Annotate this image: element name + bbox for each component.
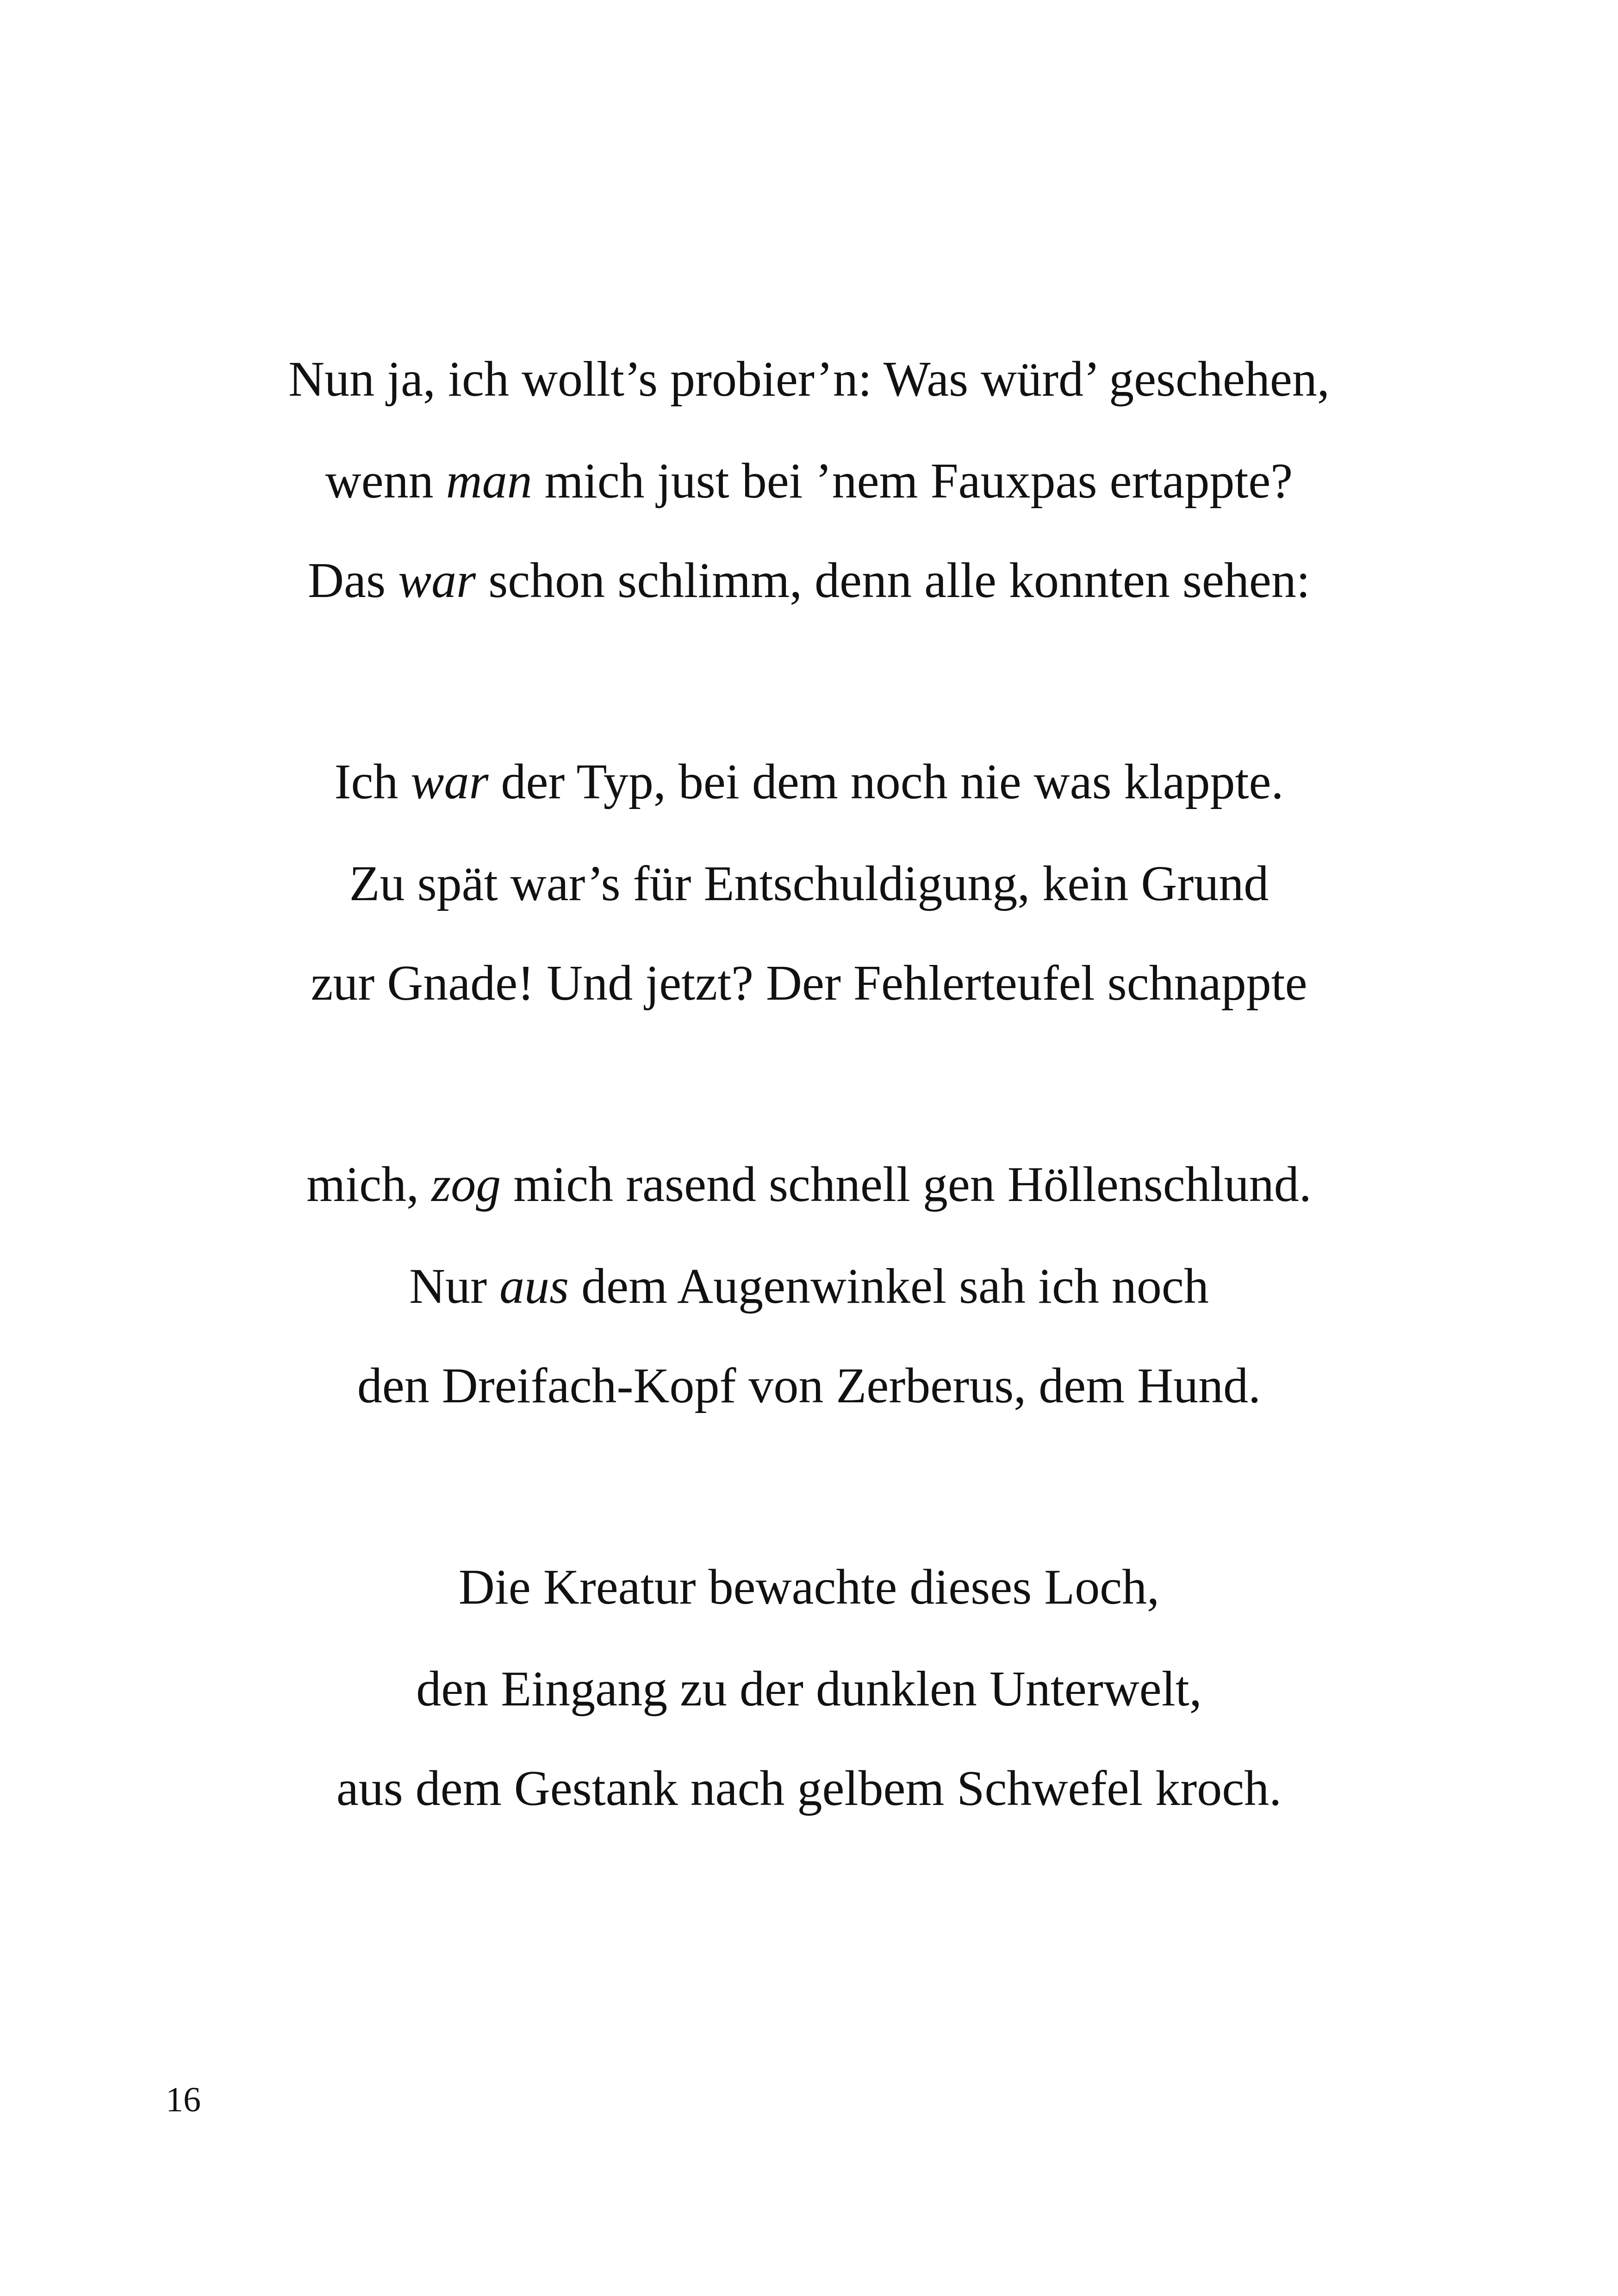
line-text-after: der Typ, bei dem noch nie was klappte. bbox=[488, 754, 1284, 809]
line-emphasis: war bbox=[398, 553, 476, 608]
line-text: Nun ja, ich wollt’s probier’n: Was würd’ geschehen, bbox=[288, 352, 1330, 407]
line-text-after: mich rasend schnell gen Höllenschlund. bbox=[501, 1157, 1312, 1212]
poem-line bbox=[0, 1759, 1618, 1819]
line-text: Die Kreatur bewachte dieses Loch, bbox=[458, 1560, 1160, 1615]
line-text-after: schon schlimm, denn alle konnten sehen: bbox=[476, 553, 1310, 608]
line-emphasis: man bbox=[446, 454, 532, 509]
line-text: aus dem Gestank nach gelbem Schwefel kroch. bbox=[336, 1761, 1282, 1816]
poem-line bbox=[0, 1155, 1618, 1215]
poem-line bbox=[0, 451, 1618, 511]
line-text: zur Gnade! Und jetzt? Der Fehlerteufel schnappte bbox=[311, 956, 1307, 1011]
poem-line bbox=[0, 1257, 1618, 1317]
line-emphasis: aus bbox=[499, 1259, 569, 1314]
page-number: 16 bbox=[166, 2080, 201, 2119]
poem-line bbox=[0, 1356, 1618, 1416]
line-text: mich, bbox=[306, 1157, 432, 1212]
poem-line bbox=[0, 1659, 1618, 1719]
line-text: Das bbox=[308, 553, 398, 608]
poem-line bbox=[0, 953, 1618, 1014]
line-text-after: dem Augenwinkel sah ich noch bbox=[569, 1259, 1209, 1314]
line-text: den Dreifach-Kopf von Zerberus, dem Hund. bbox=[357, 1358, 1261, 1413]
poem-line bbox=[0, 551, 1618, 611]
line-emphasis: war bbox=[411, 754, 489, 809]
poem-line bbox=[0, 349, 1618, 410]
line-text: Zu spät war’s für Entschuldigung, kein Grund bbox=[349, 856, 1269, 911]
line-text: den Eingang zu der dunklen Unterwelt, bbox=[416, 1661, 1202, 1717]
line-text: wenn bbox=[325, 454, 446, 509]
line-text-after: mich just bei ’nem Fauxpas ertappte? bbox=[532, 454, 1293, 509]
line-emphasis: zog bbox=[431, 1157, 501, 1212]
line-text: Nur bbox=[409, 1259, 500, 1314]
poem-line bbox=[0, 752, 1618, 812]
line-text: Ich bbox=[334, 754, 411, 809]
poem-line bbox=[0, 1557, 1618, 1618]
poem-line bbox=[0, 854, 1618, 914]
